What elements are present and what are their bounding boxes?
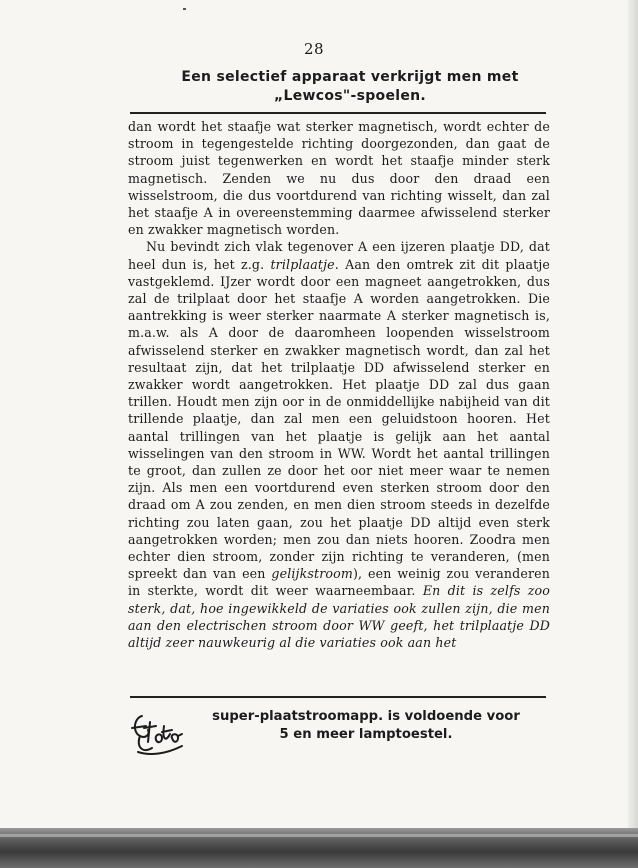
paragraph-1: dan wordt het staafje wat sterker magnetisch, wordt echter de stroom in tegengestelde richting doorgezonden, dan gaat de stroom juist tegenwerken en wordt het staafje minder sterk magnetisch. Zenden we nu dus door den draad een wisselstroom, die dus voortdurend van richting wisselt, dan zal het staafje A in overeenstemming daarmee afwisselend sterker en zwakker magnetisch worden. [128,119,550,238]
page-number: 28 [303,40,325,58]
header-line-2: „Lewcos"-spoelen. [273,88,427,104]
advert-line-2: 5 en meer lamptoestel. [279,727,453,742]
page-edge-shadow [628,0,638,830]
advert-line-1: super-plaatstroomapp. is voldoende voor [212,709,520,724]
etafoon-logo-icon [128,706,186,760]
footer-rule [130,696,546,698]
advert-text [190,708,542,744]
stray-mark [183,8,186,10]
advertisement [128,704,548,764]
paragraph-2-part-c: ), een weinig zou veranderen in sterkte, wordt dit weer waarneembaar. [128,566,550,599]
paragraph-2-part-b: . Aan den omtrek zit dit plaatje vastgeklemd. IJzer wordt door een magneet aangetrokken, dus zal de trilplaat door het staafje A worden aangetrokken. Die aantrekking is weer sterker naarmate A sterker magnetisch is, m.a.w. als A door de daaromheen loopenden wisselstroom afwisselend sterker en zwakker magnetisch wordt, dan zal het resultaat zijn, dat het trilplaatje DD afwisselend sterker en zwakker wordt aangetrokken. Het plaatje DD zal dus gaan trillen. Houdt men zijn oor in de onmiddellijke nabijheid van dit trillende plaatje, dan zal men een geluidstoon hooren. Het aantal trillingen van het plaatje is gelijk aan het aantal wisselingen van den stroom in WW. Wordt het aantal trillingen te groot, dan zullen ze door het oor niet meer waar te nemen zijn. Als men een voortdurend even sterken stroom door den draad om A zou zenden, en men dien stroom steeds in dezelfde richting zou laten gaan, zou het plaatje DD altijd even sterk aangetrokken worden; men zou dan niets hooren. Zoodra men echter dien stroom, zonder zijn richting te veranderen, (men spreekt dan van een [128,256,550,582]
paragraph-2-italic-ending: En dit is zelfs zoo sterk, dat, hoe ingewikkeld de variaties ook zullen zijn, die men aan den electrischen stroom door WW geeft, het trilplaatje DD altijd zeer nauwkeurig al die variaties ook aan het [128,583,550,651]
header-line-1: Een selectief apparaat verkrijgt men met [181,69,519,85]
header-rule [130,112,546,114]
body-text [128,118,550,651]
scanner-bottom-strip [0,828,638,868]
paragraph-2-part-a: Nu bevindt zich vlak tegenover A een ijzeren plaatje DD, dat heel dun is, het z.g. [128,239,550,272]
term-gelijkstroom: gelijkstroom [271,566,353,582]
running-header [130,68,570,106]
paragraph-2 [128,238,550,651]
term-trilplaatje: trilplaatje [270,256,335,272]
